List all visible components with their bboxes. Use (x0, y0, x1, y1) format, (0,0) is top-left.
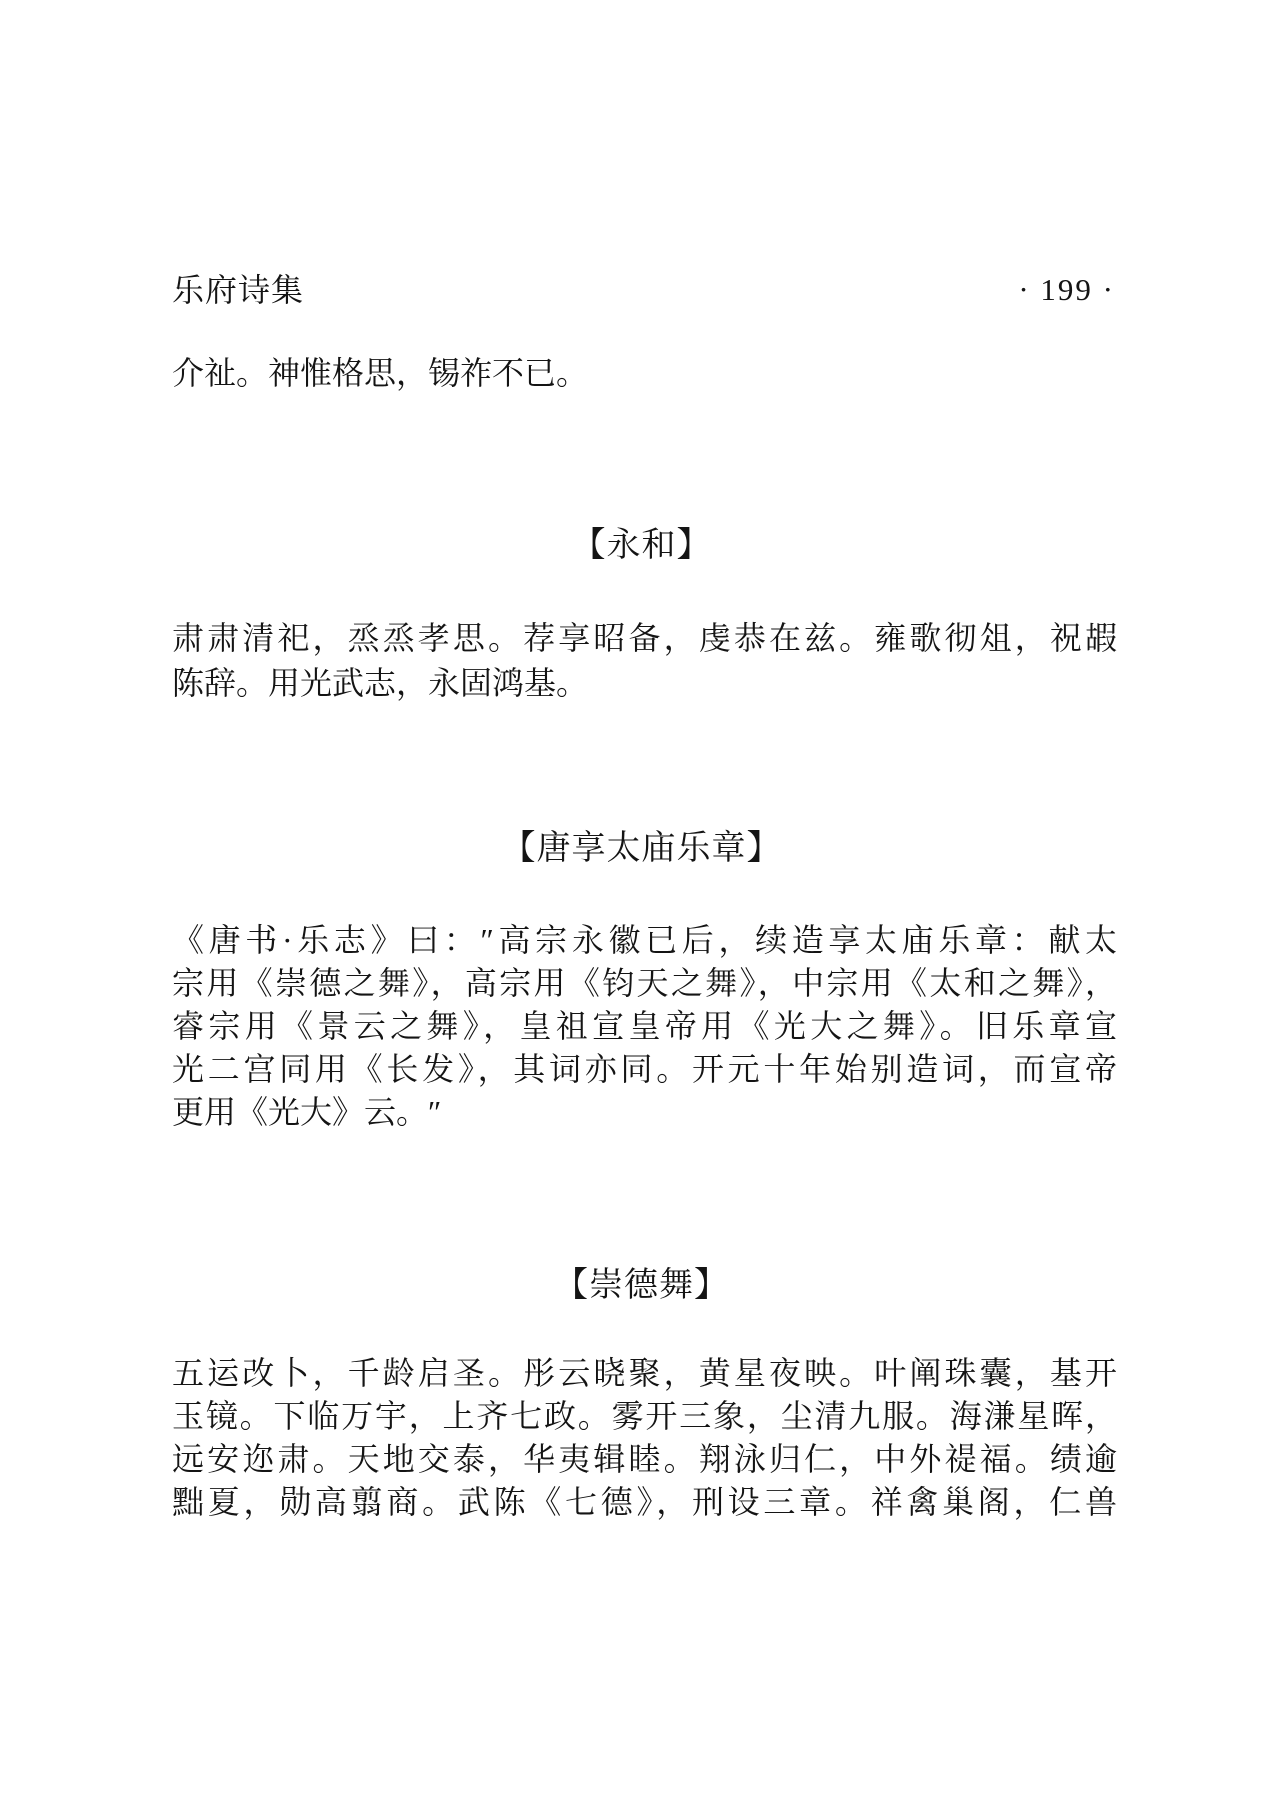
text-line: 更用《光大》云。″ (172, 1094, 442, 1130)
section-title-yonghe: 【永和】 (571, 527, 712, 564)
book-title: 乐府诗集 (172, 272, 305, 308)
text-line: 黜夏，勋高翦商。武陈《七德》，刑设三章。祥禽巢阁，仁兽 (172, 1484, 1117, 1520)
text-line: 远安迩肃。天地交泰，华夷辑睦。翔泳归仁，中外禔福。绩逾 (172, 1441, 1117, 1477)
poem-chongdewu (172, 1352, 1117, 1524)
poem-continuation-fragment (172, 352, 1117, 395)
prose-tang-taimiao (172, 919, 1117, 1134)
text-line: 五运改卜，千龄启圣。彤云晓聚，黄星夜映。叶阐珠囊，基开 (172, 1355, 1117, 1391)
text-line: 肃肃清祀，烝烝孝思。荐享昭备，虔恭在兹。雍歌彻俎，祝嘏 (172, 620, 1117, 656)
page-number: · 199 · (1018, 272, 1115, 307)
text-line: 陈辞。用光武志，永固鸿基。 (172, 665, 589, 701)
text-line: 睿宗用《景云之舞》，皇祖宣皇帝用《光大之舞》。旧乐章宣 (172, 1008, 1117, 1044)
text-line: 介祉。神惟格思，锡祚不已。 (172, 355, 589, 391)
text-line: 玉镜。下临万宇，上齐七政。雾开三象，尘清九服。海溓星晖， (172, 1398, 1117, 1434)
poem-yonghe (172, 616, 1117, 706)
text-line: 《唐书·乐志》曰：″高宗永徽已后，续造享太庙乐章：献太 (172, 922, 1117, 958)
text-line: 宗用《崇德之舞》，高宗用《钧天之舞》，中宗用《太和之舞》， (172, 965, 1117, 1001)
page-header (172, 270, 1115, 312)
section-title-tang-taimiao: 【唐享太庙乐章】 (501, 830, 782, 867)
section-title-chongdewu: 【崇德舞】 (554, 1267, 729, 1304)
text-line: 光二宫同用《长发》，其词亦同。开元十年始别造词，而宣帝 (172, 1051, 1117, 1087)
